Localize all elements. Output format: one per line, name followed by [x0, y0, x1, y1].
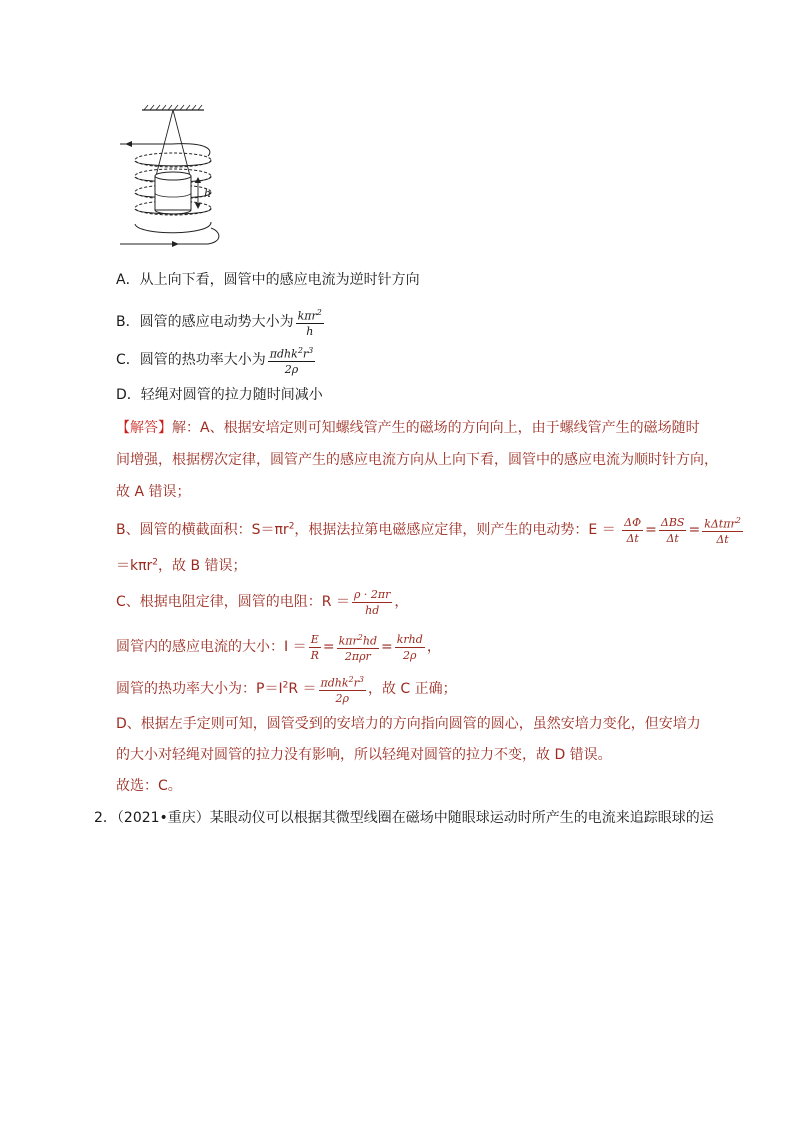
- solution-line-1: [116, 418, 700, 438]
- solution-answer: [116, 776, 182, 796]
- emf-f1-num: ΔΦ: [624, 515, 642, 529]
- solution-text-2: 间增强，根据楞次定律，圆管产生的感应电流方向从上向下看，圆管中的感应电流为顺时针方向，: [116, 452, 718, 468]
- emf-fraction-2: [659, 516, 687, 545]
- current-f3-den: 2ρ: [403, 648, 417, 662]
- option-b-fraction: [296, 306, 324, 339]
- eq-sign-2: =: [688, 522, 701, 538]
- power-num-b: r: [353, 676, 359, 690]
- current-f2-num-a: kπr: [338, 634, 358, 648]
- option-c: [116, 343, 317, 377]
- option-a: [116, 270, 420, 290]
- current-fraction-2: [337, 631, 379, 664]
- solution-b-line-2: [116, 556, 247, 576]
- solution-current-line: [116, 628, 441, 666]
- solution-b-text2: ，根据法拉第电磁感应定律，则产生的电动势：E ＝: [294, 522, 616, 538]
- resistance-fraction: [352, 588, 392, 617]
- option-b-numerator: kπr: [297, 309, 317, 323]
- solution-tag: 【解答】: [116, 420, 172, 436]
- emf-f3-exp: 2: [735, 515, 741, 525]
- current-f2-exp: 2: [357, 632, 363, 642]
- current-f2-den: 2πρr: [344, 650, 371, 664]
- current-f2-num-b: hd: [362, 634, 378, 648]
- current-fraction-1: [309, 633, 321, 662]
- solution-b2-exp: 2: [152, 557, 159, 568]
- solution-b2-b: ，故 B 错误；: [158, 558, 247, 574]
- solution-b-exp: 2: [288, 521, 295, 532]
- option-c-text: C．圆管的热功率大小为: [116, 352, 266, 368]
- emf-f3-num-a: kΔtπr: [704, 517, 736, 531]
- next-question-text: （2021•重庆）某眼动仪可以根据其微型线圈在磁场中随眼球运动时所产生的电流来追踪眼球的运: [116, 810, 714, 826]
- solution-d-line-2: [116, 745, 612, 765]
- solution-d-text-1: D、根据左手定则可知，圆管受到的安培力的方向指向圆管的圆心，虽然安培力变化，但安培力: [116, 716, 701, 732]
- solution-power-exp: 2: [282, 680, 289, 691]
- emf-f1-den: Δt: [626, 531, 639, 545]
- option-d-text: D．轻绳对圆管的拉力随时间减小: [116, 387, 323, 403]
- option-c-num-b: r: [302, 347, 309, 361]
- option-b-exponent: 2: [316, 307, 322, 317]
- current-f1-num: E: [310, 632, 319, 646]
- solution-text-1: 解：A、根据安培定则可知螺线管产生的磁场的方向向上，由于螺线管产生的磁场随时: [172, 420, 700, 436]
- current-comma: ，: [426, 639, 441, 655]
- emf-f3-den: Δt: [716, 533, 729, 547]
- solution-b-line: [116, 512, 745, 548]
- option-b: [116, 305, 326, 339]
- option-a-text: A．从上向下看，圆管中的感应电流为逆时针方向: [116, 272, 420, 288]
- solution-power-b: R ＝: [288, 681, 317, 697]
- option-c-denominator: 2ρ: [284, 363, 299, 377]
- solution-d-text-2: 的大小对轻绳对圆管的拉力没有影响，所以轻绳对圆管的拉力不变，故 D 错误。: [116, 747, 612, 763]
- solenoid-figure: [112, 104, 222, 252]
- solution-power-line: [116, 670, 457, 708]
- option-c-num-a: πdhk: [269, 347, 298, 361]
- option-c-exp2: 3: [308, 345, 314, 355]
- emf-f2-num: ΔBS: [660, 515, 685, 529]
- solution-c-line: [116, 584, 408, 620]
- solution-power-a: 圆管的热功率大小为：P＝I: [116, 681, 283, 697]
- solution-c-text: C、根据电阻定律，圆管的电阻：R ＝: [116, 594, 350, 610]
- solution-text-3: 故 A 错误；: [116, 484, 191, 500]
- solution-d-line-1: [116, 714, 701, 734]
- solution-line-2: [116, 450, 718, 470]
- current-f3-num: krhd: [396, 632, 423, 646]
- solution-line-3: [116, 482, 190, 502]
- option-c-fraction: [268, 344, 315, 377]
- emf-f2-den: Δt: [666, 531, 679, 545]
- solution-answer-text: 故选：C。: [116, 778, 182, 794]
- option-c-exp1: 2: [297, 345, 303, 355]
- solution-b2-a: ＝kπr: [116, 558, 153, 574]
- eq-sign-3: =: [322, 639, 335, 655]
- option-b-denominator: h: [306, 325, 314, 339]
- current-f1-den: R: [310, 648, 319, 662]
- power-num-a: πdhk: [320, 676, 349, 690]
- power-fraction: [319, 673, 366, 706]
- power-den: 2ρ: [335, 692, 349, 706]
- resistance-num: ρ · 2πr: [353, 587, 391, 601]
- emf-fraction-3: [702, 514, 743, 547]
- option-b-text: B．圆管的感应电动势大小为: [116, 314, 294, 330]
- resistance-den: hd: [365, 603, 380, 617]
- eq-sign-1: =: [645, 522, 657, 538]
- resistance-comma: ，: [394, 594, 409, 610]
- emf-fraction-1: [622, 516, 643, 545]
- eq-sign-4: =: [381, 639, 393, 655]
- next-question: [94, 808, 714, 828]
- current-fraction-3: [395, 633, 425, 662]
- next-question-number: 2．: [94, 810, 117, 826]
- height-label: h: [204, 187, 212, 200]
- solution-current-text: 圆管内的感应电流的大小：I ＝: [116, 639, 307, 655]
- option-d: [116, 385, 323, 405]
- power-exp2: 3: [358, 674, 364, 684]
- power-exp1: 2: [348, 674, 354, 684]
- solution-b-text: B、圆管的横截面积：S＝πr: [116, 522, 289, 538]
- solution-power-tail: ，故 C 正确；: [367, 681, 457, 697]
